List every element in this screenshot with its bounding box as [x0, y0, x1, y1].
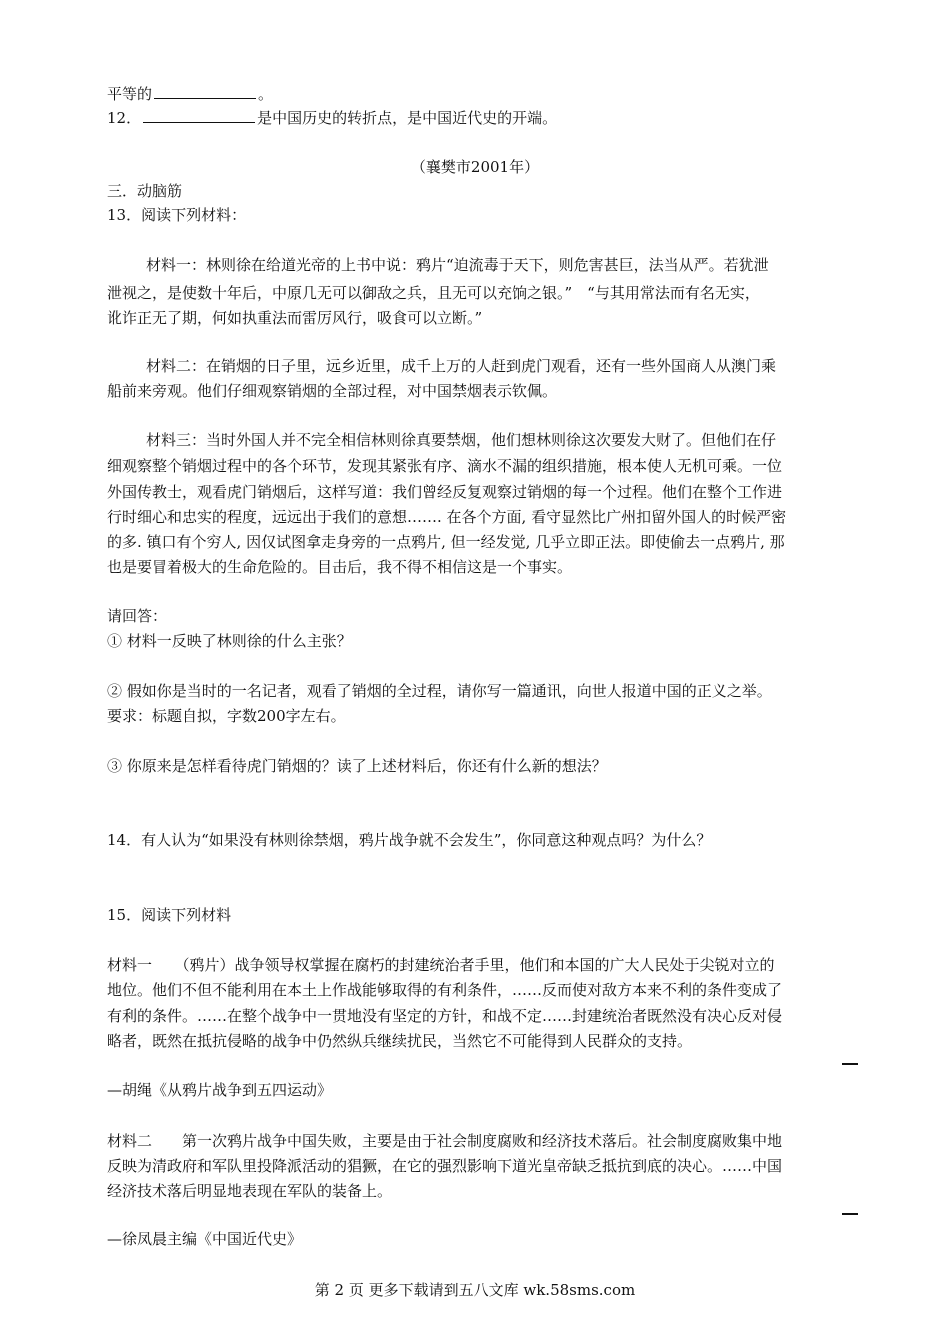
- q13-m1-line: 材料一：林则徐在给道光帝的上书中说：鸦片“迫流毒于天下，则危害甚巨，法当从严。若犹泄: [146, 256, 769, 274]
- q13-m2-line: 材料二：在销烟的日子里，远乡近里，成千上万的人赶到虎门观看，还有一些外国商人从澳门乘: [146, 357, 777, 375]
- q13-m3-line: 外国传教士，观看虎门销烟后，这样写道：我们曾经反复观察过销烟的每一个过程。他们在整个工作进: [107, 483, 783, 501]
- q13-m2-line: 船前来旁观。他们仔细观察销烟的全部过程，对中国禁烟表示钦佩。: [107, 382, 558, 400]
- q13-m3-line: 材料三：当时外国人并不完全相信林则徐真要禁烟，他们想林则徐这次要发大财了。但他们在仔: [146, 431, 777, 449]
- q13-m3-line: 的多. 镇口有个穷人, 因仅试图拿走身旁的一点鸦片, 但一经发觉, 几乎立即正法。即使偷去一点鸦片, 那: [107, 533, 785, 551]
- q13-m3-line: 行时细心和忠实的程度，远远出于我们的意想……. 在各个方面, 看守显然比广州扣留外国人的时候严密: [107, 508, 787, 526]
- q13-question-3: ③ 你原来是怎样看待虎门销烟的？读了上述材料后，你还有什么新的想法？: [107, 757, 607, 775]
- q15-m2-line: 材料二 第一次鸦片战争中国失败，主要是由于社会制度腐败和经济技术落后。社会制度腐败集中地: [107, 1132, 783, 1150]
- q15-m1-line: 地位。他们不但不能利用在本土上作战能够取得的有利条件，……反而使对敌方本来不利的条件变成了: [107, 981, 783, 999]
- q15-m1-line: 略者，既然在抵抗侵略的战争中仍然纵兵继续扰民，当然它不可能得到人民群众的支持。: [107, 1032, 693, 1050]
- q12-text: 是中国历史的转折点，是中国近代史的开端。: [257, 109, 558, 127]
- q13-intro: 13．阅读下列材料：: [107, 206, 247, 224]
- q11-tail: [107, 84, 843, 104]
- q12-line: [107, 108, 843, 128]
- page-footer: 第 2 页 更多下载请到五八文库 wk.58sms.com: [314, 1281, 636, 1299]
- q15-m2-dash: [842, 1213, 858, 1215]
- q15-m2-source: —徐凤晨主编《中国近代史》: [107, 1230, 303, 1248]
- q13-m3-line: 也是要冒着极大的生命危险的。目击后，我不得不相信这是一个事实。: [107, 558, 573, 576]
- q13-m3-line: 细观察整个销烟过程中的各个环节，发现其紧张有序、滴水不漏的组织措施，根本使人无机可乘。一位: [107, 457, 783, 475]
- q15-m2-line: 反映为清政府和军队里投降派活动的猖獗，在它的强烈影响下道光皇帝缺乏抵抗到底的决心。……中国: [107, 1157, 783, 1175]
- q15-m1-line: 有利的条件。……在整个战争中一贯地没有坚定的方针，和战不定……封建统治者既然没有决心反对侵: [107, 1007, 783, 1025]
- q12-number: 12．: [107, 109, 142, 127]
- q14-question: 14．有人认为“如果没有林则徐禁烟，鸦片战争就不会发生”，你同意这种观点吗？为什么？: [107, 831, 712, 849]
- q13-question-2: ② 假如你是当时的一名记者，观看了销烟的全过程，请你写一篇通讯，向世人报道中国的正义之举。: [107, 682, 772, 700]
- q13-ask: 请回答：: [107, 607, 168, 625]
- q15-m1-dash: [842, 1063, 858, 1065]
- q15-m1-line: 材料一 （鸦片）战争领导权掌握在腐朽的封建统治者手里，他们和本国的广大人民处于尖锐对立的: [107, 956, 775, 974]
- q11-text: 平等的: [107, 85, 153, 103]
- q12-blank: [143, 108, 255, 123]
- section-three-heading: 三．动脑筋: [107, 182, 183, 200]
- source-2001: （襄樊市2001年）: [410, 158, 540, 176]
- q13-m1-line: 泄视之，是使数十年后，中原几无可以御敌之兵，且无可以充饷之银。” “与其用常法而有名无实，: [107, 284, 760, 302]
- q15-intro: 15．阅读下列材料: [107, 906, 232, 924]
- q13-m1-line: 讹诈正无了期，何如执重法而雷厉风行，吸食可以立断。”: [107, 309, 483, 327]
- q11-blank: [154, 84, 256, 99]
- q11-end: 。: [258, 85, 274, 103]
- q13-question-2-requirement: 要求：标题自拟，字数200字左右。: [107, 707, 346, 725]
- q15-m1-source: —胡绳《从鸦片战争到五四运动》: [107, 1081, 333, 1099]
- q13-question-1: ① 材料一反映了林则徐的什么主张？: [107, 632, 352, 650]
- q15-m2-line: 经济技术落后明显地表现在军队的装备上。: [107, 1182, 393, 1200]
